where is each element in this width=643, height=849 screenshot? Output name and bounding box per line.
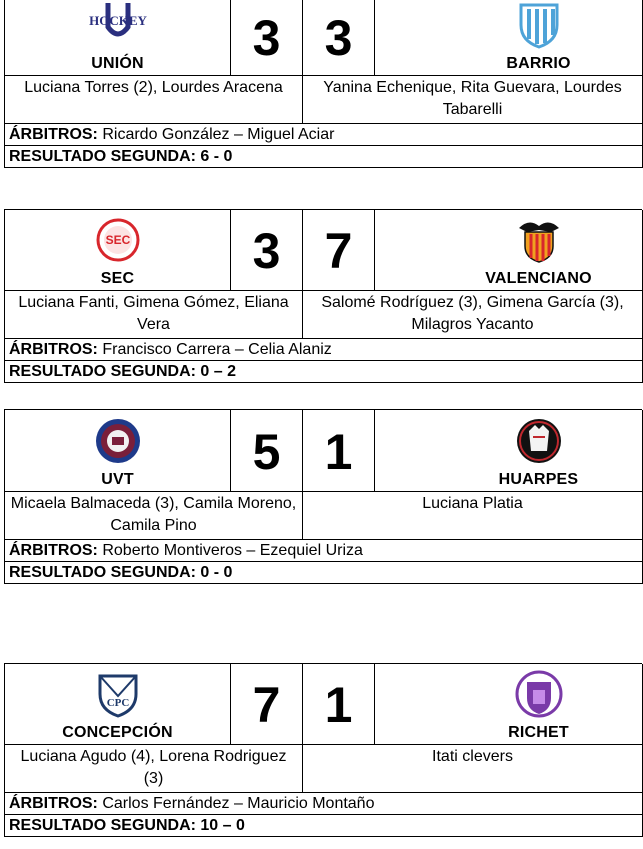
svg-text:CPC: CPC [106, 697, 129, 709]
home-team-name: SEC [100, 270, 135, 287]
referees-row [5, 124, 643, 146]
away-scorers [303, 76, 643, 124]
home-scorers [5, 291, 303, 339]
home-team [5, 210, 231, 291]
away-scorers-text: Itati clevers [432, 748, 513, 765]
home-team-name: UNIÓN [91, 55, 144, 72]
home-team [5, 410, 231, 492]
home-scorers-text: Luciana Torres (2), Lourdes Aracena [24, 79, 283, 96]
away-team-name: RICHET [508, 724, 569, 741]
huarpes-native-head-logo [515, 417, 563, 465]
second-result-row: RESULTADO SEGUNDA: 10 – 0 [5, 815, 643, 837]
referees-row [5, 540, 643, 562]
referees-names: Carlos Fernández – Mauricio Montaño [102, 795, 375, 812]
home-score: 5 [231, 410, 303, 492]
referees-label: ÁRBITROS: [9, 126, 98, 143]
home-team [5, 664, 231, 745]
svg-text:HOCKEY: HOCKEY [88, 13, 147, 28]
away-team-name: VALENCIANO [485, 270, 592, 287]
match-grid [4, 663, 642, 837]
referees-names: Ricardo González – Miguel Aciar [102, 126, 335, 143]
second-result-row: RESULTADO SEGUNDA: 0 – 2 [5, 361, 643, 383]
match-card-2 [4, 209, 642, 383]
away-scorers [303, 745, 643, 793]
svg-text:SEC: SEC [105, 233, 130, 247]
home-team [5, 0, 231, 76]
second-result-row: RESULTADO SEGUNDA: 6 - 0 [5, 146, 643, 168]
referees-label: ÁRBITROS: [9, 795, 98, 812]
referees-row [5, 339, 643, 361]
referees-label: ÁRBITROS: [9, 542, 98, 559]
referees-row [5, 793, 643, 815]
away-scorers-text: Luciana Platia [422, 495, 523, 512]
home-scorers-text: Luciana Agudo (4), Lorena Rodriguez (3) [20, 748, 287, 787]
home-scorers [5, 492, 303, 540]
match-card-4 [4, 663, 642, 837]
away-scorers-text: Yanina Echenique, Rita Guevara, Lourdes Tabarelli [323, 79, 622, 118]
valenciano-bat-crest-logo [515, 216, 563, 264]
match-grid [4, 409, 642, 584]
home-scorers-text: Micaela Balmaceda (3), Camila Moreno, Camila Pino [10, 495, 297, 534]
match-grid [4, 209, 642, 383]
home-scorers [5, 76, 303, 124]
away-score: 3 [303, 0, 375, 76]
away-scorers [303, 291, 643, 339]
away-team-name: HUARPES [498, 471, 579, 488]
union-hockey-logo [88, 1, 147, 49]
home-scorers [5, 745, 303, 793]
away-team-name: BARRIO [506, 55, 571, 72]
home-team-name: UVT [101, 471, 134, 488]
away-team [375, 664, 643, 745]
match-card-1 [4, 0, 642, 168]
away-scorers-text: Salomé Rodríguez (3), Gimena García (3), Milagros Yacanto [321, 294, 624, 333]
home-score: 7 [231, 664, 303, 745]
home-score: 3 [231, 210, 303, 291]
sec-badge-logo [94, 216, 142, 264]
match-card-3 [4, 409, 642, 584]
match-grid [4, 0, 642, 168]
referees-label: ÁRBITROS: [9, 341, 98, 358]
home-score: 3 [231, 0, 303, 76]
away-team [375, 210, 643, 291]
away-team [375, 410, 643, 492]
away-score: 7 [303, 210, 375, 291]
away-score: 1 [303, 664, 375, 745]
richet-purple-crest-logo [515, 670, 563, 718]
home-scorers-text: Luciana Fanti, Gimena Gómez, Eliana Vera [18, 294, 289, 333]
referees-names: Francisco Carrera – Celia Alaniz [102, 341, 332, 358]
uvt-round-crest-logo [94, 417, 142, 465]
away-score: 1 [303, 410, 375, 492]
concepcion-cpc-shield-logo [94, 670, 142, 718]
away-scorers [303, 492, 643, 540]
barrio-crest-logo [515, 1, 563, 49]
second-result-row: RESULTADO SEGUNDA: 0 - 0 [5, 562, 643, 584]
away-team [375, 0, 643, 76]
home-team-name: CONCEPCIÓN [62, 724, 173, 741]
referees-names: Roberto Montiveros – Ezequiel Uriza [102, 542, 363, 559]
